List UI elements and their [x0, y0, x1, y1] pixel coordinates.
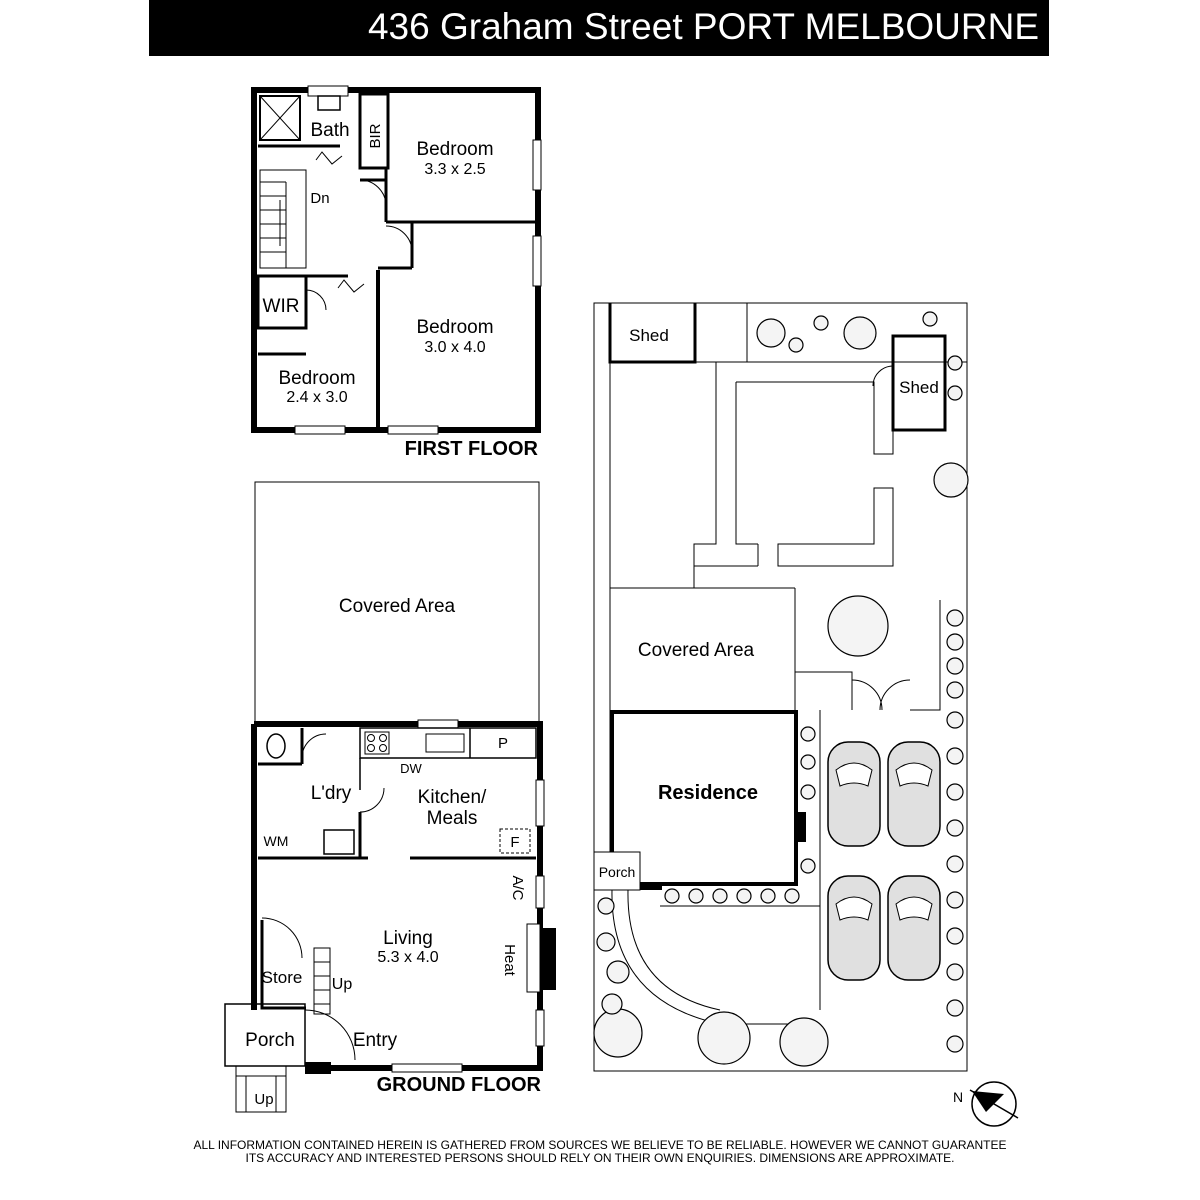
fridge-label: F: [510, 834, 520, 851]
porch-steps-up-label: Up: [254, 1091, 274, 1108]
window: [533, 236, 541, 286]
stairs-down-label: Dn: [310, 190, 330, 207]
site-porch-label: Porch: [598, 864, 636, 880]
window: [308, 86, 348, 96]
ground-floor-outer-wall: [254, 724, 540, 1068]
bedroom-3-name: Bedroom: [278, 368, 356, 389]
window: [533, 140, 541, 190]
window: [392, 1064, 462, 1072]
tree-icon: [757, 319, 785, 347]
bedroom-2-name: Bedroom: [416, 317, 494, 338]
stairs-up-label: Up: [331, 976, 353, 993]
bedroom-3-size: 2.4 x 3.0: [286, 389, 348, 406]
window: [536, 1010, 544, 1046]
residence-label: Residence: [657, 782, 759, 804]
bath-label: Bath: [310, 120, 350, 141]
shed-2-label: Shed: [899, 378, 939, 397]
kitchen-label-line1: Kitchen/: [417, 787, 487, 808]
living-size: 5.3 x 4.0: [377, 949, 439, 966]
ground-floor-plan: [225, 482, 556, 1112]
washing-machine-label: WM: [263, 833, 289, 849]
disclaimer-line-1: ALL INFORMATION CONTAINED HEREIN IS GATHERED FROM SOURCES WE BELIEVE TO BE RELIABLE. HOWEVER WE CANNOT GUARANTEE: [193, 1138, 1007, 1152]
bedroom-1-size: 3.3 x 2.5: [424, 161, 486, 178]
window: [536, 876, 544, 908]
disclaimer-line-2: ITS ACCURACY AND INTERESTED PERSONS SHOULD RELY ON THEIR OWN ENQUIRIES. DIMENSIONS ARE APPROXIMATE.: [245, 1151, 955, 1165]
dishwasher-label: DW: [400, 761, 422, 776]
bedroom-2-size: 3.0 x 4.0: [424, 339, 486, 356]
toilet: [267, 734, 285, 758]
property-address-title: 436 Graham Street PORT MELBOURNE: [367, 6, 1039, 47]
kitchen-label-line2: Meals: [426, 808, 478, 829]
north-arrow-icon: [953, 1082, 1018, 1126]
kitchen-sink: [426, 734, 464, 752]
shed-1-label: Shed: [629, 326, 669, 345]
pantry-label: P: [497, 735, 509, 752]
window: [418, 720, 458, 728]
covered-area-label: Covered Area: [338, 596, 456, 617]
wir-label: WIR: [262, 296, 300, 317]
air-con-label: A/C: [509, 875, 526, 901]
first-floor-plan: [254, 86, 541, 460]
window: [536, 780, 544, 826]
heater: [540, 928, 556, 990]
entry-label: Entry: [352, 1030, 398, 1051]
site-covered-area-label: Covered Area: [637, 640, 755, 661]
window: [295, 426, 345, 434]
bir-label: BIR: [367, 123, 384, 149]
laundry-label: L'dry: [310, 783, 352, 804]
porch-label: Porch: [245, 1030, 295, 1051]
store-label: Store: [261, 968, 303, 987]
heater-label: Heat: [501, 944, 518, 976]
living-name: Living: [383, 928, 433, 949]
north-label: N: [952, 1089, 964, 1105]
ground-floor-title: GROUND FLOOR: [376, 1074, 541, 1096]
basin: [318, 96, 340, 110]
window: [388, 426, 438, 434]
first-floor-title: FIRST FLOOR: [404, 438, 538, 460]
bedroom-1-name: Bedroom: [416, 139, 494, 160]
laundry-trough: [324, 830, 354, 854]
site-plan: [594, 303, 1018, 1126]
